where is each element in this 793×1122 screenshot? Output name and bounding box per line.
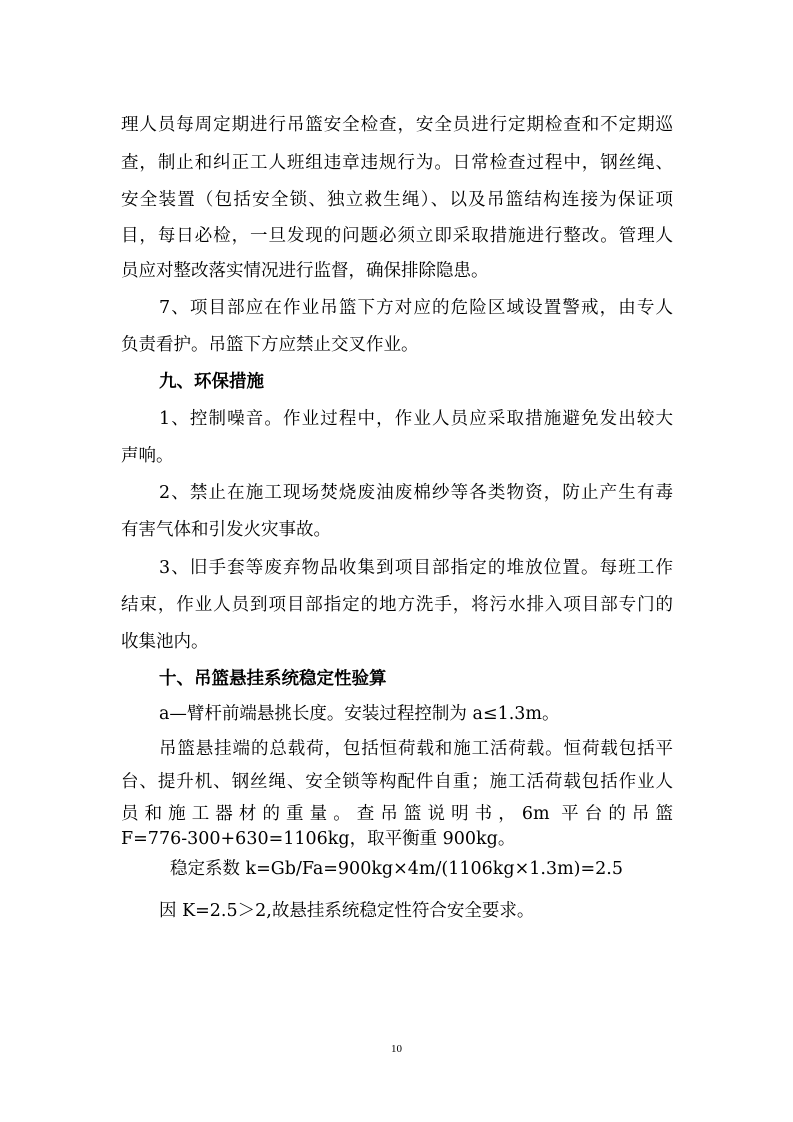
- body-text-line: 结束，作业人员到项目部指定的地方洗手，将污水排入项目部专门的: [121, 595, 673, 615]
- body-text-line: 理人员每周定期进行吊篮安全检查，安全员进行定期检查和不定期巡: [121, 115, 673, 135]
- body-text-line: 1、控制噪音。作业过程中，作业人员应采取措施避免发出较大: [159, 409, 673, 429]
- formula-line: 稳定系数 k=Gb/Fa=900kg×4m/(1106kg×1.3m)=2.5: [169, 859, 624, 879]
- body-text-line: 员应对整改落实情况进行监督，确保排除隐患。: [121, 261, 489, 281]
- body-text-line: 7、项目部应在作业吊篮下方对应的危险区域设置警戒，由专人: [159, 298, 673, 318]
- body-text-line: F=776-300+630=1106kg，取平衡重 900kg。: [121, 829, 516, 849]
- body-text-line: 收集池内。: [121, 632, 209, 652]
- page-number: 10: [391, 1043, 402, 1055]
- body-text-line: 吊篮悬挂端的总载荷，包括恒荷载和施工活荷载。恒荷载包括平: [159, 739, 673, 759]
- body-text-line: 台、提升机、钢丝绳、安全锁等构配件自重；施工活荷载包括作业人: [121, 772, 673, 792]
- body-text-line: 2、禁止在施工现场焚烧废油废棉纱等各类物资，防止产生有毒: [159, 483, 673, 503]
- body-text-line: 目，每日必检，一旦发现的问题必须立即采取措施进行整改。管理人: [121, 226, 673, 246]
- section-heading: 九、环保措施: [159, 372, 264, 392]
- section-heading: 十、吊篮悬挂系统稳定性验算: [159, 669, 387, 689]
- body-text-line: 有害气体和引发火灾事故。: [121, 520, 331, 540]
- body-text-line: 查，制止和纠正工人班组违章违规行为。日常检查过程中，钢丝绳、: [121, 153, 673, 173]
- body-text-line: 因 K=2.5＞2,故悬挂系统稳定性符合安全要求。: [159, 901, 535, 921]
- body-text-line: 负责看护。吊篮下方应禁止交叉作业。: [121, 335, 419, 355]
- body-text-line: a—臂杆前端悬挑长度。安装过程控制为 a≤1.3m。: [159, 704, 560, 724]
- body-text-line: 3、旧手套等废弃物品收集到项目部指定的堆放位置。每班工作: [159, 558, 673, 578]
- body-text-line: 声响。: [121, 446, 174, 466]
- body-text-line: 安全装置（包括安全锁、独立救生绳）、以及吊篮结构连接为保证项: [121, 190, 673, 210]
- body-text-line: 员和施工器材的重量。查吊篮说明书，6m 平台的吊篮: [121, 804, 673, 824]
